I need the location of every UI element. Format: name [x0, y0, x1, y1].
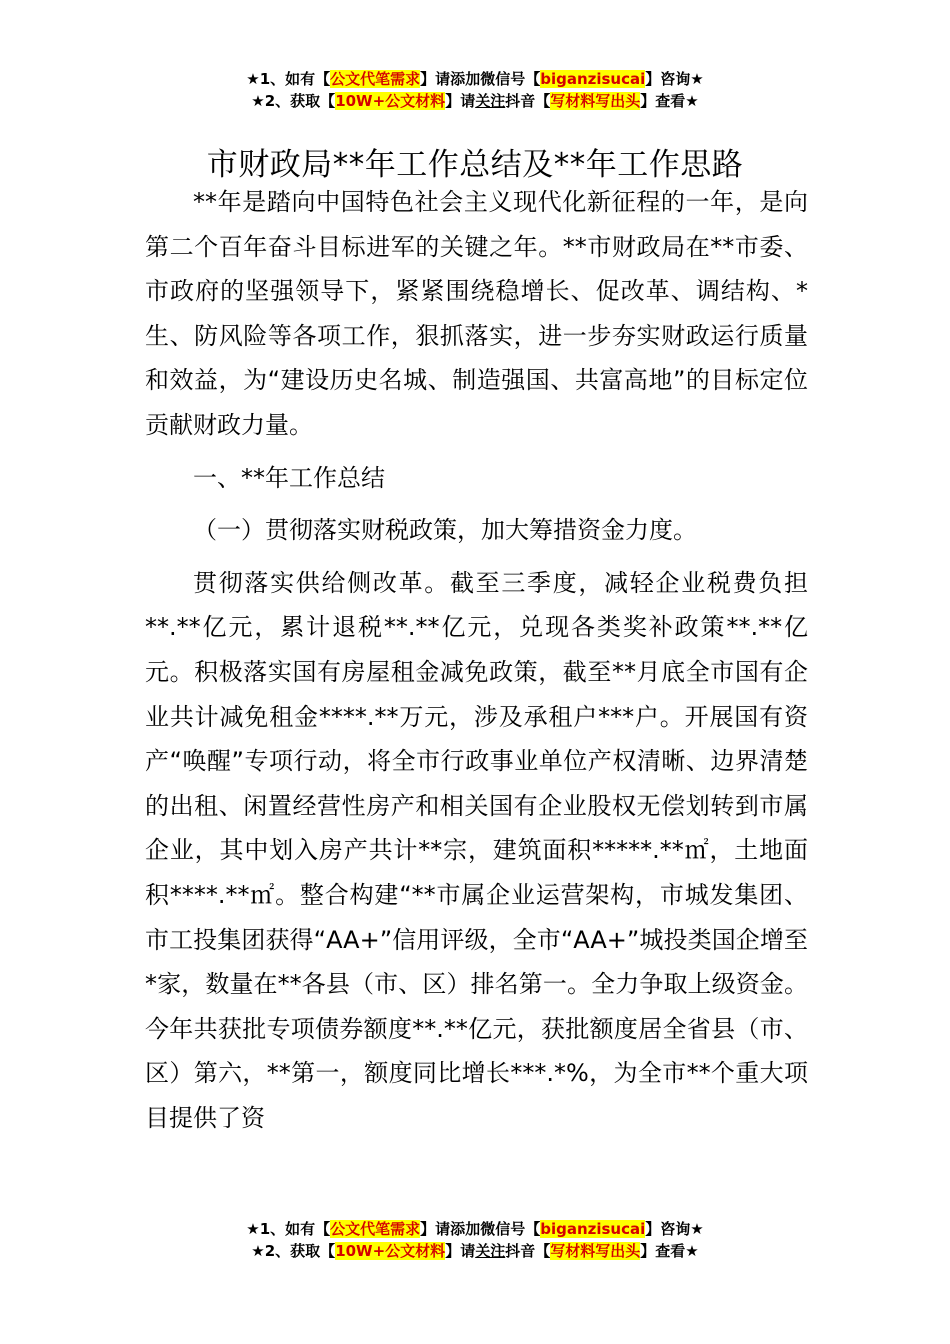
banner-highlight-service: 公文代笔需求: [330, 70, 421, 88]
banner-line-2: ★2、获取【10W+公文材料】请关注抖音【写材料写出头】查看★: [251, 92, 699, 110]
banner-line-1: ★1、如有【公文代笔需求】请添加微信号【biganzisucai】咨询★: [246, 70, 704, 88]
section-heading: 一、**年工作总结: [193, 463, 385, 492]
banner-highlight-douyin: 写材料写出头: [550, 92, 641, 110]
footer-banner-line-1: ★1、如有【公文代笔需求】请添加微信号【biganzisucai】咨询★: [246, 1220, 704, 1238]
body-paragraph: 贯彻落实供给侧改革。截至三季度，减轻企业税费负担**.**亿元，累计退税**.**亿元，兑现各类奖补政策**.**亿元。积极落实国有房屋租金减免政策，截至**月底全市国有企业共计减免租金****.**万元，涉及承租户***户。开展国有资产“唤醒”专项行动，将全市行政事业单位产权清晰、边界清楚的出租、闲置经营性房产和相关国有企业股权无偿划转到市属企业，其中划入房产共计**宗，建筑面积*****.**㎡，土地面积****.**㎡。整合构建“**市属企业运营架构，市城发集团、市工投集团获得“AA+”信用评级，全市“AA+”城投类国企增至*家，数量在**各县（市、区）排名第一。全力争取上级资金。今年共获批专项债券额度**.**亿元，获批额度居全省县（市、区）第六，**第一，额度同比增长***.*%，为全市**个重大项目提供了资: [145, 568, 808, 1132]
footer-banner-line-2: ★2、获取【10W+公文材料】请关注抖音【写材料写出头】查看★: [251, 1242, 699, 1260]
banner-highlight-wechat: biganzisucai: [540, 70, 646, 88]
subsection-heading: （一）贯彻落实财税政策，加大筹措资金力度。: [193, 516, 697, 545]
footer-highlight-douyin: 写材料写出头: [550, 1242, 641, 1260]
footer-highlight-wechat: biganzisucai: [540, 1220, 646, 1238]
header-banner: [0, 68, 950, 112]
intro-paragraph: **年是踏向中国特色社会主义现代化新征程的一年，是向第二个百年奋斗目标进军的关键之年。**市财政局在**市委、市政府的坚强领导下，紧紧围绕稳增长、促改革、调结构、*生、防风险等各项工作，狠抓落实，进一步夯实财政运行质量和效益，为“建设历史名城、制造强国、共富高地”的目标定位贡献财政力量。: [145, 188, 808, 439]
footer-highlight-service: 公文代笔需求: [330, 1220, 421, 1238]
footer-banner: [0, 1218, 950, 1262]
document-body: [145, 180, 808, 1140]
footer-highlight-materials: 10W+公文材料: [335, 1242, 446, 1260]
banner-highlight-materials: 10W+公文材料: [335, 92, 446, 110]
document-title: 市财政局**年工作总结及**年工作思路: [206, 146, 744, 183]
